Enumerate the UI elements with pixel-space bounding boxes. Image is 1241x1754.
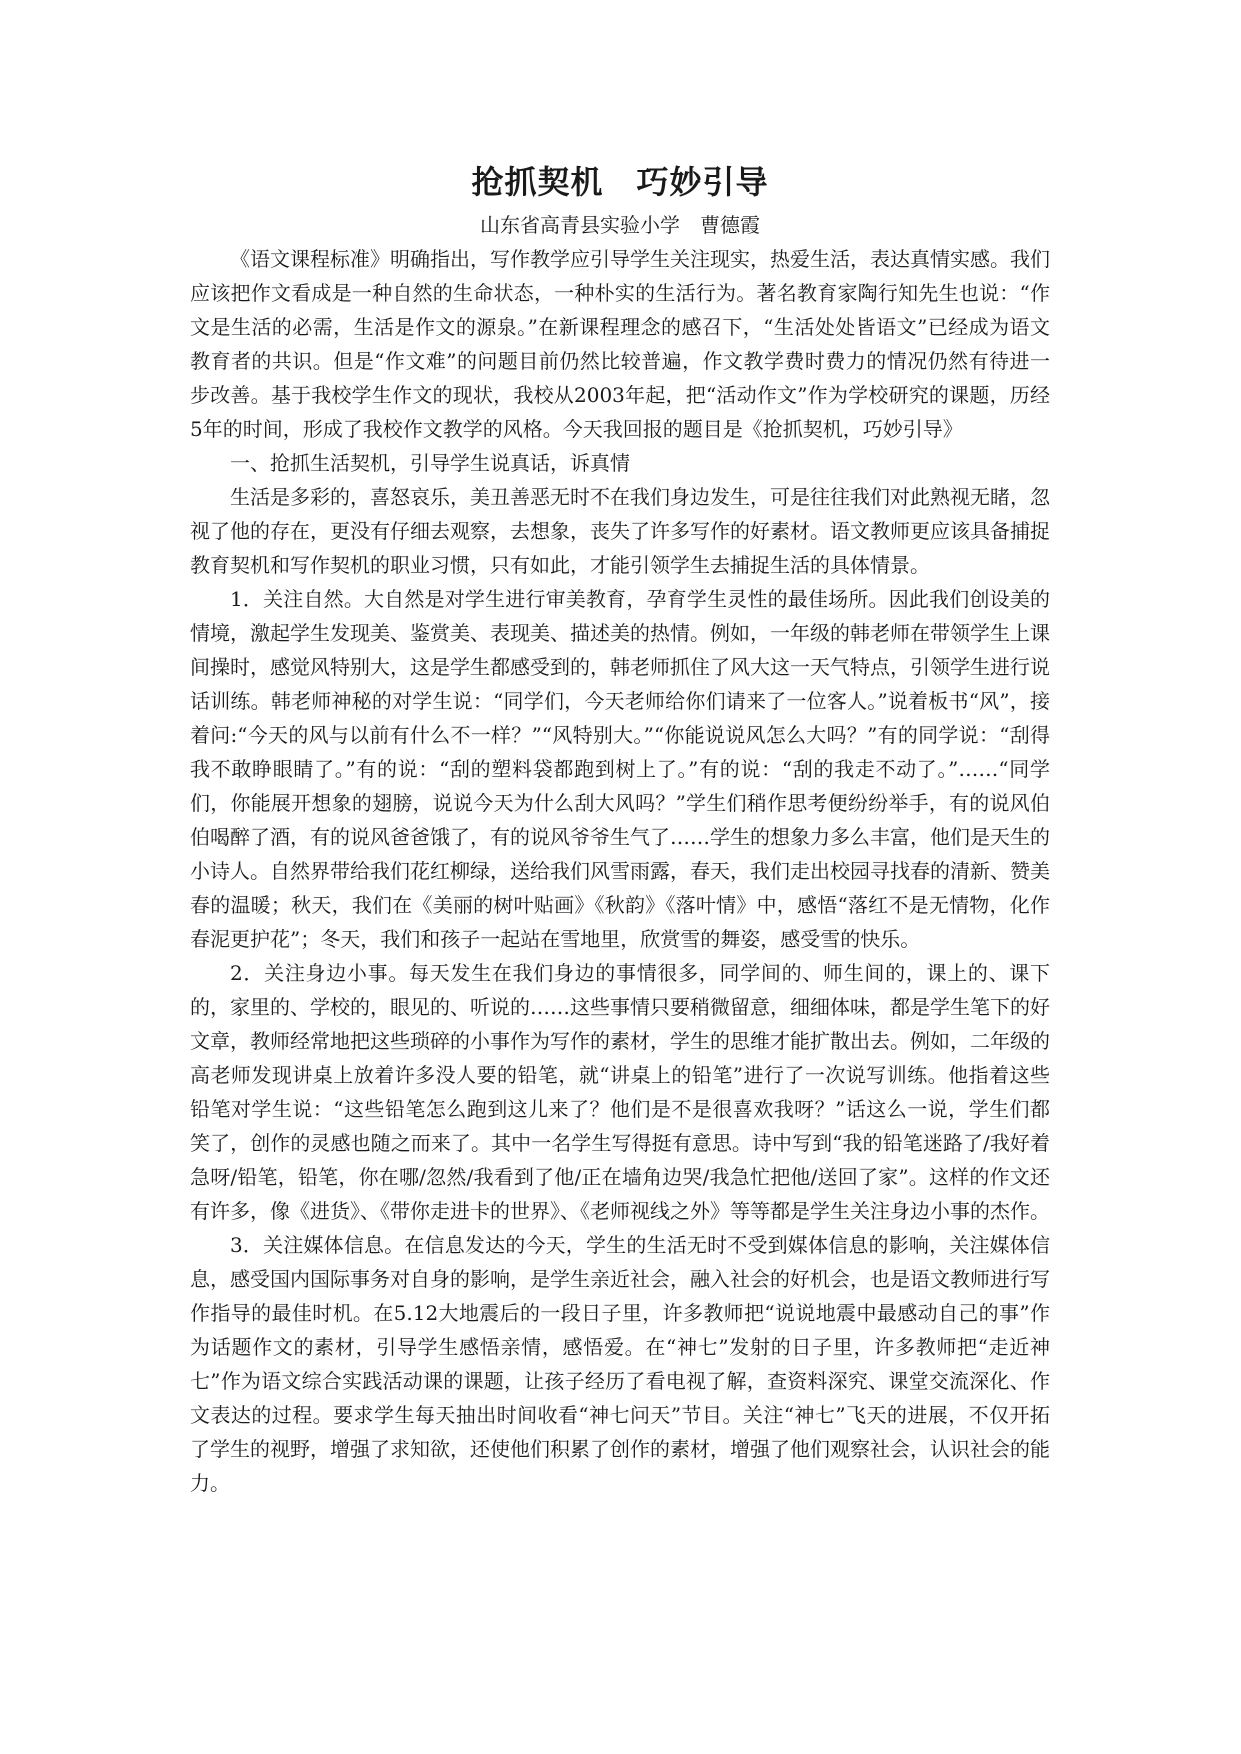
point-3-media-paragraph: 3．关注媒体信息。在信息发达的今天，学生的生活无时不受到媒体信息的影响，关注媒体信息，感受国内国际事务对自身的影响，是学生亲近社会，融入社会的好机会，也是语文教师进行写作指导的最佳时机。在5.12大地震后的一段日子里，许多教师把“说说地震中最感动自己的事”作为话题作文的素材，引导学生感悟亲情，感悟爱。在“神七”发射的日子里，许多教师把“走近神七”作为语文综合实践活动课的课题，让孩子经历了看电视了解，查资料深究、课堂交流深化、作文表达的过程。要求学生每天抽出时间收看“神七问天”节目。关注“神七”飞天的进展，不仅开拓了学生的视野，增强了求知欲，还使他们积累了创作的素材，增强了他们观察社会，认识社会的能力。 — [190, 1233, 1050, 1495]
section-heading-1: 一、抢抓生活契机，引导学生说真话，诉真情 — [230, 451, 630, 475]
point-1-nature-paragraph: 1．关注自然。大自然是对学生进行审美教育，孕育学生灵性的最佳场所。因此我们创设美的情境，激起学生发现美、鉴赏美、表现美、描述美的热情。例如，一年级的韩老师在带领学生上课间操时，感觉风特别大，这是学生都感受到的，韩老师抓住了风大这一天气特点，引领学生进行说话训练。韩老师神秘的对学生说：“同学们，今天老师给你们请来了一位客人。”说着板书“风”，接着问:“今天的风与以前有什么不一样？”“风特别大。”“你能说说风怎么大吗？”有的同学说：“刮得我不敢睁眼睛了。”有的说：“刮的塑料袋都跑到树上了。”有的说：“刮的我走不动了。”……“同学们，你能展开想象的翅膀，说说今天为什么刮大风吗？”学生们稍作思考便纷纷举手，有的说风伯伯喝醉了酒，有的说风爸爸饿了，有的说风爷爷生气了……学生的想象力多么丰富，他们是天生的小诗人。自然界带给我们花红柳绿，送给我们风雪雨露，春天，我们走出校园寻找春的清新、赞美春的温暖；秋天，我们在《美丽的树叶贴画》《秋韵》《落叶情》中，感悟“落红不是无情物，化作春泥更护花”；冬天，我们和孩子一起站在雪地里，欣赏雪的舞姿，感受雪的快乐。 — [190, 587, 1050, 951]
document-page — [190, 160, 1050, 1500]
point-2-small-things-paragraph: 2．关注身边小事。每天发生在我们身边的事情很多，同学间的、师生间的，课上的、课下的，家里的、学校的，眼见的、听说的……这些事情只要稍微留意，细细体味，都是学生笔下的好文章，教师经常地把这些琐碎的小事作为写作的素材，学生的思维才能扩散出去。例如，二年级的高老师发现讲桌上放着许多没人要的铅笔，就“讲桌上的铅笔”进行了一次说写训练。他指着这些铅笔对学生说：“这些铅笔怎么跑到这儿来了？他们是不是很喜欢我呀？”话这么一说，学生们都笑了，创作的灵感也随之而来了。其中一名学生写得挺有意思。诗中写到“我的铅笔迷路了/我好着急呀/铅笔，铅笔，你在哪/忽然/我看到了他/正在墙角边哭/我急忙把他/送回了家”。这样的作文还有许多，像《进货》、《带你走进卡的世界》、《老师视线之外》等等都是学生关注身边小事的杰作。 — [190, 961, 1050, 1223]
document-title: 抢抓契机 巧妙引导 — [471, 163, 769, 201]
author-byline: 山东省高青县实验小学 曹德霞 — [480, 213, 760, 237]
intro-paragraph: 《语文课程标准》明确指出，写作教学应引导学生关注现实，热爱生活，表达真情实感。我们应该把作文看成是一种自然的生命状态，一种朴实的生活行为。著名教育家陶行知先生也说：“作文是生活的必需，生活是作文的源泉。”在新课程理念的感召下，“生活处处皆语文”已经成为语文教育者的共识。但是“作文难”的问题目前仍然比较普遍，作文教学费时费力的情况仍然有待进一步改善。基于我校学生作文的现状，我校从2003年起，把“活动作文”作为学校研究的课题，历经5年的时间，形成了我校作文教学的风格。今天我回报的题目是《抢抓契机，巧妙引导》 — [190, 247, 1050, 441]
section-intro-paragraph: 生活是多彩的，喜怒哀乐，美丑善恶无时不在我们身边发生，可是往往我们对此熟视无睹，忽视了他的存在，更没有仔细去观察，去想象，丧失了许多写作的好素材。语文教师更应该具备捕捉教育契机和写作契机的职业习惯，只有如此，才能引领学生去捕捉生活的具体情景。 — [190, 485, 1050, 577]
